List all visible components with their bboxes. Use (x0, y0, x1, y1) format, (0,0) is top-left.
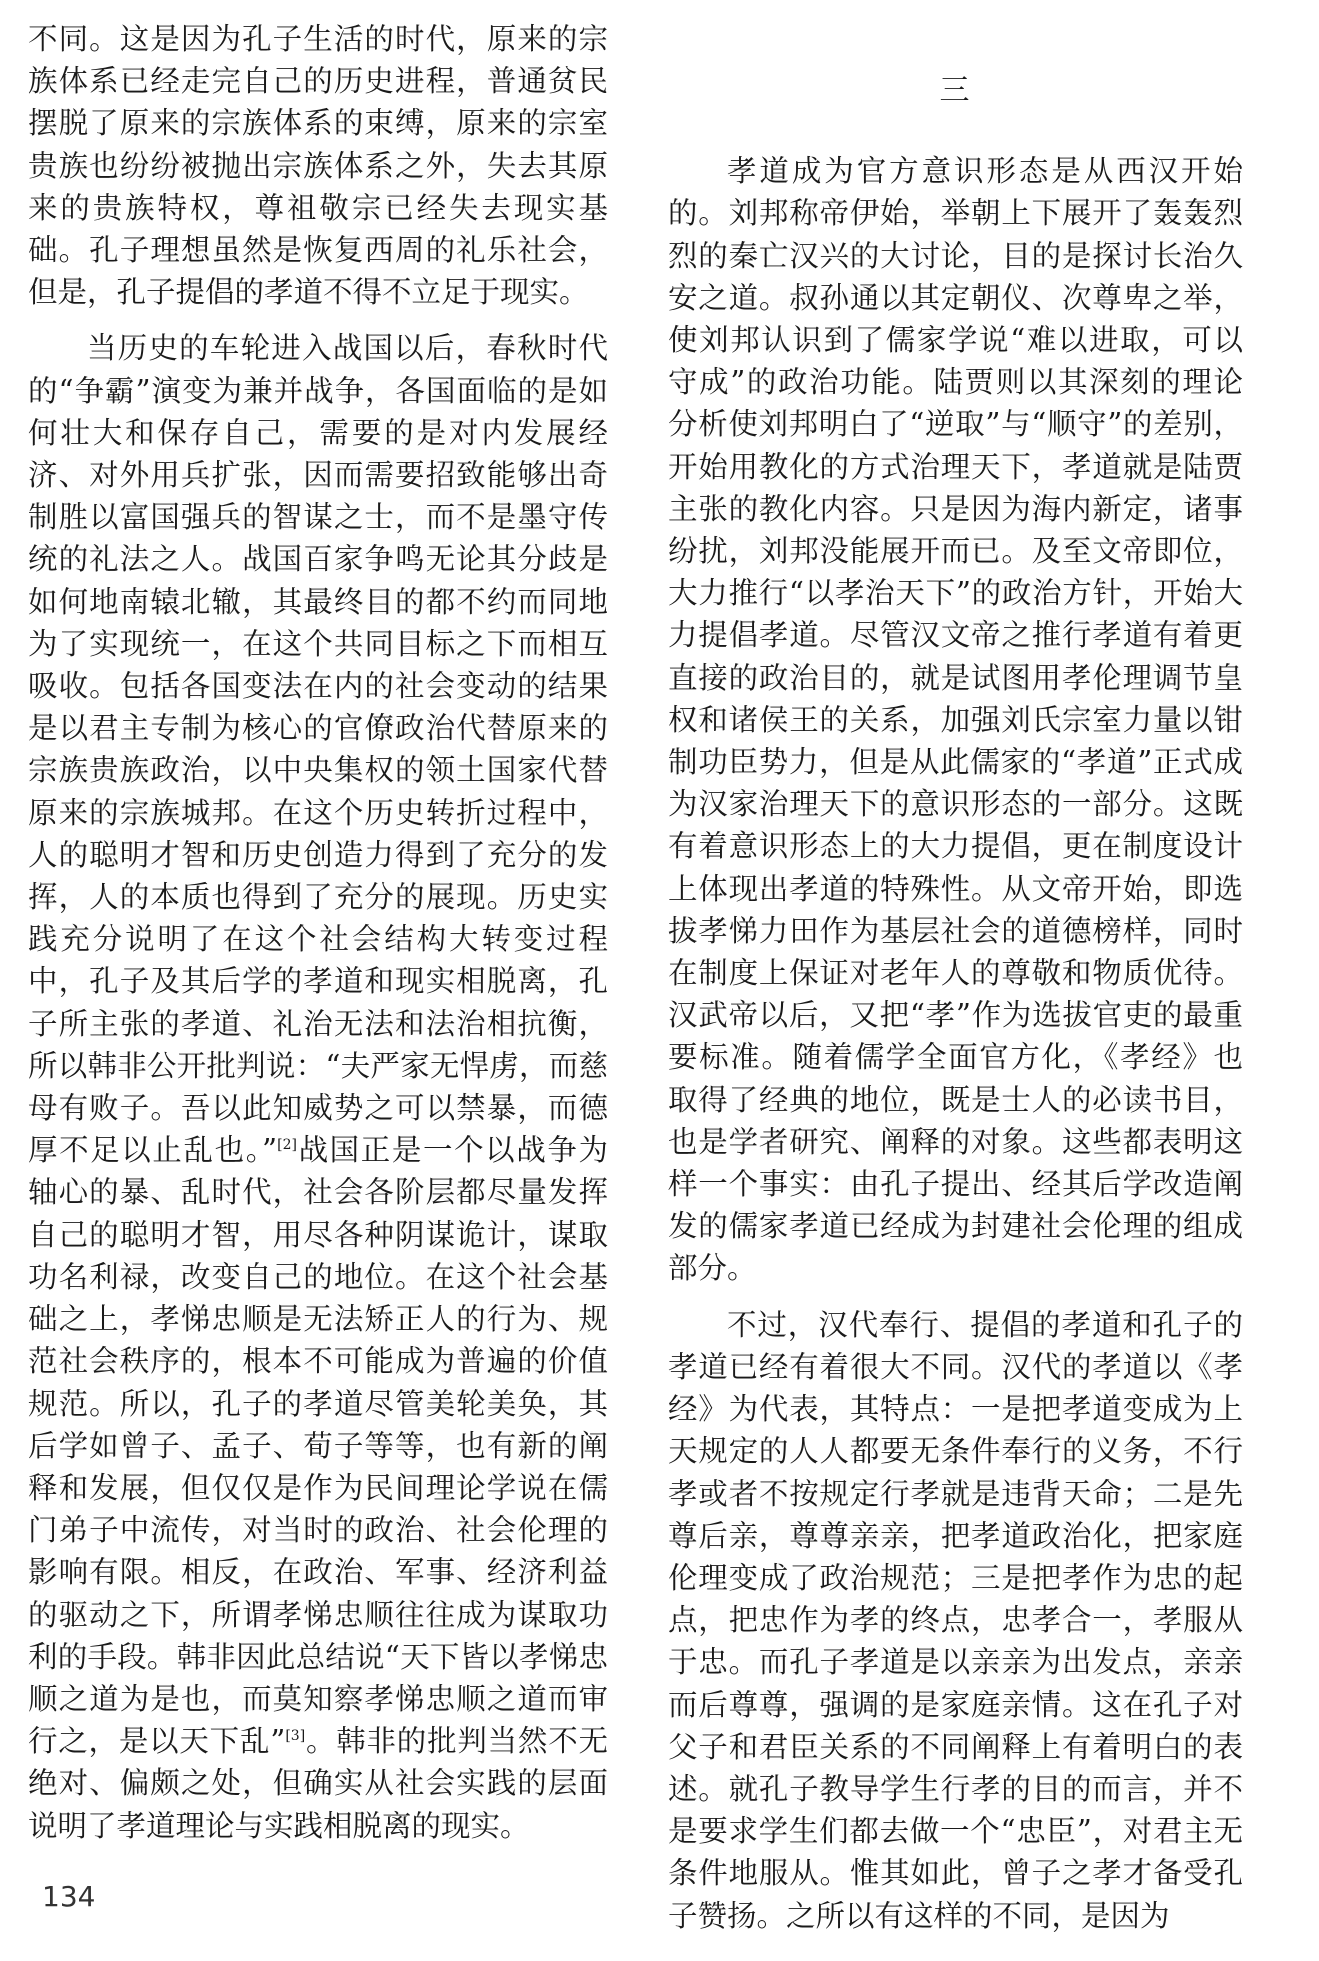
paragraph (28, 327, 608, 1846)
citation-marker[interactable]: [2] (277, 1137, 297, 1154)
section-heading: 三 (939, 73, 972, 108)
paragraph: 不过，汉代奉行、提倡的孝道和孔子的孝道已经有着很大不同。汉代的孝道以《孝经》为代表，其特点：一是把孝道变成为上天规定的人人都要无条件奉行的义务，不行孝或者不按规定行孝就是违背天命；二是先尊后亲，尊尊亲亲，把孝道政治化，把家庭伦理变成了政治规范；三是把孝作为忠的起点，把忠作为孝的终点，忠孝合一，孝服从于忠。而孔子孝道是以亲亲为出发点，亲亲而后尊尊，强调的是家庭亲情。这在孔子对父子和君臣关系的不同阐释上有着明白的表述。就孔子教导学生行孝的目的而言，并不是要求学生们都去做一个“忠臣”，对君主无条件地服从。惟其如此，曾子之孝才备受孔子赞扬。之所以有这样的不同，是因为 (668, 1307, 1243, 1933)
paragraph-text: 。韩非的批判当然不无绝对、偏颇之处，但确实从社会实践的层面说明了孝道理论与实践相脱离的现实。 (28, 1724, 608, 1843)
paragraph: 孝道成为官方意识形态是从西汉开始的。刘邦称帝伊始，举朝上下展开了轰轰烈烈的秦亡汉兴的大讨论，目的是探讨长治久安之道。叔孙通以其定朝仪、次尊卑之举，使刘邦认识到了儒家学说“难以进取，可以守成”的政治功能。陆贾则以其深刻的理论分析使刘邦明白了“逆取”与“顺守”的差别，开始用教化的方式治理天下，孝道就是陆贾主张的教化内容。只是因为海内新定，诸事纷扰，刘邦没能展开而已。及至文帝即位，大力推行“以孝治天下”的政治方针，开始大力提倡孝道。尽管汉文帝之推行孝道有着更直接的政治目的，就是试图用孝伦理调节皇权和诸侯王的关系，加强刘氏宗室力量以钳制功臣势力，但是从此儒家的“孝道”正式成为汉家治理天下的意识形态的一部分。这既有着意识形态上的大力提倡，更在制度设计上体现出孝道的特殊性。从文帝开始，即选拔孝悌力田作为基层社会的道德榜样，同时在制度上保证对老年人的尊敬和物质优待。汉武帝以后，又把“孝”作为选拔官吏的最重要标准。随着儒学全面官方化，《孝经》也取得了经典的地位，既是士人的必读书目，也是学者研究、阐释的对象。这些都表明这样一个事实：由孔子提出、经其后学改造阐发的儒家孝道已经成为封建社会伦理的组成部分。 (668, 154, 1243, 1286)
citation-marker[interactable]: [3] (285, 1728, 306, 1745)
paragraph: 不同。这是因为孔子生活的时代，原来的宗族体系已经走完自己的历史进程，普通贫民摆脱了原来的宗族体系的束缚，原来的宗室贵族也纷纷被抛出宗族体系之外，失去其原来的贵族特权，尊祖敬宗已经失去现实基础。孔子理想虽然是恢复西周的礼乐社会，但是，孔子提倡的孝道不得不立足于现实。 (28, 22, 608, 310)
left-column (28, 18, 608, 1861)
paragraph-text: 当历史的车轮进入战国以后，春秋时代的“争霸”演变为兼并战争，各国面临的是如何壮大和保存自己，需要的是对内发展经济、对外用兵扩张，因而需要招致能够出奇制胜以富国强兵的智谋之士，而不是墨守传统的礼法之人。战国百家争鸣无论其分歧是如何地南辕北辙，其最终目的都不约而同地为了实现统一，在这个共同目标之下而相互吸收。包括各国变法在内的社会变动的结果是以君主专制为核心的官僚政治代替原来的宗族贵族政治，以中央集权的领土国家代替原来的宗族城邦。在这个历史转折过程中，人的聪明才智和历史创造力得到了充分的发挥，人的本质也得到了充分的展现。历史实践充分说明了在这个社会结构大转变过程中，孔子及其后学的孝道和现实相脱离，孔子所主张的孝道、礼治无法和法治相抗衡，所以韩非公开批判说：“夫严家无悍虏，而慈母有败子。吾以此知威势之可以禁暴，而德厚不足以止乱也。” (28, 331, 608, 1168)
paragraph-text: 战国正是一个以战争为轴心的暴、乱时代，社会各阶层都尽量发挥自己的聪明才智，用尽各种阴谋诡计，谋取功名利禄，改变自己的地位。在这个社会基础之上，孝悌忠顺是无法矫正人的行为、规范社会秩序的，根本不可能成为普遍的价值规范。所以，孔子的孝道尽管美轮美奂，其后学如曾子、孟子、荀子等等，也有新的阐释和发展，但仅仅是作为民间理论学说在儒门弟子中流传，对当时的政治、社会伦理的影响有限。相反，在政治、军事、经济利益的驱动之下，所谓孝悌忠顺往往成为谋取功利的手段。韩非因此总结说“天下皆以孝悌忠顺之道为是也，而莫知察孝悌忠顺之道而审行之，是以天下乱” (28, 1133, 608, 1759)
right-column (668, 36, 1243, 1951)
page-number: 134 (42, 1880, 96, 1913)
